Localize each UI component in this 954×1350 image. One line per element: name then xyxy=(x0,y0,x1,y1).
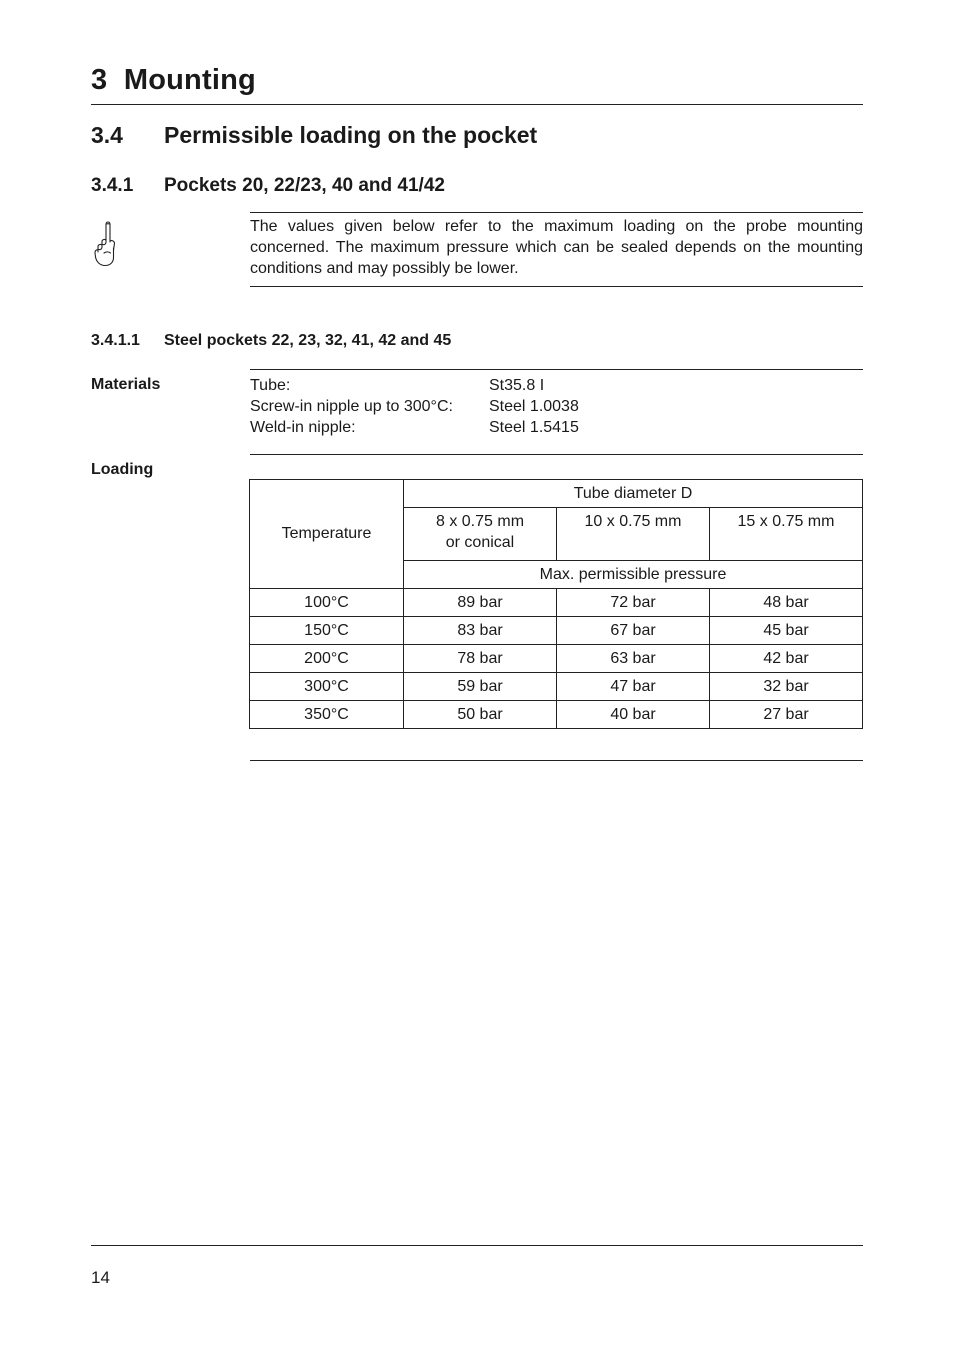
loading-table xyxy=(249,479,863,729)
materials-row xyxy=(250,396,579,417)
footer-rule xyxy=(91,1245,863,1246)
material-key: Weld-in nipple: xyxy=(250,419,356,436)
note-rule-bottom xyxy=(250,286,863,287)
pressure-cell: 78 bar xyxy=(404,645,557,673)
subsection-heading xyxy=(91,175,445,197)
table-row xyxy=(250,617,863,645)
materials-rule-bottom xyxy=(250,454,863,455)
column-header: 15 x 0.75 mm xyxy=(710,508,863,561)
pressure-cell: 72 bar xyxy=(557,589,710,617)
temperature-cell: 300°C xyxy=(250,673,404,701)
section-heading xyxy=(91,122,537,149)
pressure-cell: 48 bar xyxy=(710,589,863,617)
materials-list xyxy=(250,375,579,438)
pressure-cell: 59 bar xyxy=(404,673,557,701)
pressure-cell: 45 bar xyxy=(710,617,863,645)
material-key: Screw-in nipple up to 300°C: xyxy=(250,398,453,415)
subsubsection-number: 3.4.1.1 xyxy=(91,332,140,349)
material-value: Steel 1.5415 xyxy=(489,419,579,436)
pressure-cell: 50 bar xyxy=(404,701,557,729)
table-row xyxy=(250,645,863,673)
subsubsection-title: Steel pockets 22, 23, 32, 41, 42 and 45 xyxy=(164,332,452,349)
section-title: Permissible loading on the pocket xyxy=(164,122,538,148)
materials-row xyxy=(250,375,579,396)
pressure-header: Max. permissible pressure xyxy=(404,561,863,589)
pressure-cell: 42 bar xyxy=(710,645,863,673)
subsubsection-heading xyxy=(91,332,451,350)
temperature-cell: 150°C xyxy=(250,617,404,645)
subsection-title: Pockets 20, 22/23, 40 and 41/42 xyxy=(164,175,445,196)
column-header: 10 x 0.75 mm xyxy=(557,508,710,561)
temperature-cell: 200°C xyxy=(250,645,404,673)
pointing-hand-icon xyxy=(93,220,119,268)
table-row xyxy=(250,673,863,701)
pressure-cell: 83 bar xyxy=(404,617,557,645)
table-row xyxy=(250,589,863,617)
tube-diameter-header: Tube diameter D xyxy=(404,480,863,508)
material-value: Steel 1.0038 xyxy=(489,398,579,415)
temperature-cell: 350°C xyxy=(250,701,404,729)
materials-label: Materials xyxy=(91,376,161,393)
page-number: 14 xyxy=(91,1268,110,1287)
material-value: St35.8 I xyxy=(489,377,545,394)
section-number: 3.4 xyxy=(91,122,123,148)
pressure-cell: 47 bar xyxy=(557,673,710,701)
material-key: Tube: xyxy=(250,377,291,394)
subsection-number: 3.4.1 xyxy=(91,175,134,196)
materials-row xyxy=(250,417,579,438)
pressure-cell: 89 bar xyxy=(404,589,557,617)
chapter-title: 3 Mounting xyxy=(91,64,256,96)
note-rule-top xyxy=(250,212,863,213)
pressure-cell: 27 bar xyxy=(710,701,863,729)
loading-label: Loading xyxy=(91,461,154,478)
materials-rule-top xyxy=(250,369,863,370)
pressure-cell: 63 bar xyxy=(557,645,710,673)
temperature-header: Temperature xyxy=(250,480,404,589)
pressure-cell: 40 bar xyxy=(557,701,710,729)
loading-rule-bottom xyxy=(250,760,863,761)
table-header-row xyxy=(250,480,863,508)
pressure-cell: 67 bar xyxy=(557,617,710,645)
table-row xyxy=(250,701,863,729)
pressure-cell: 32 bar xyxy=(710,673,863,701)
column-header: 8 x 0.75 mm or conical xyxy=(404,508,557,561)
note-text: The values given below refer to the maximum loading on the probe mounting concerned. The maximum pressure which can be sealed depends on the mounting conditions and may possibly be lower. xyxy=(250,218,863,277)
temperature-cell: 100°C xyxy=(250,589,404,617)
chapter-rule xyxy=(91,104,863,105)
